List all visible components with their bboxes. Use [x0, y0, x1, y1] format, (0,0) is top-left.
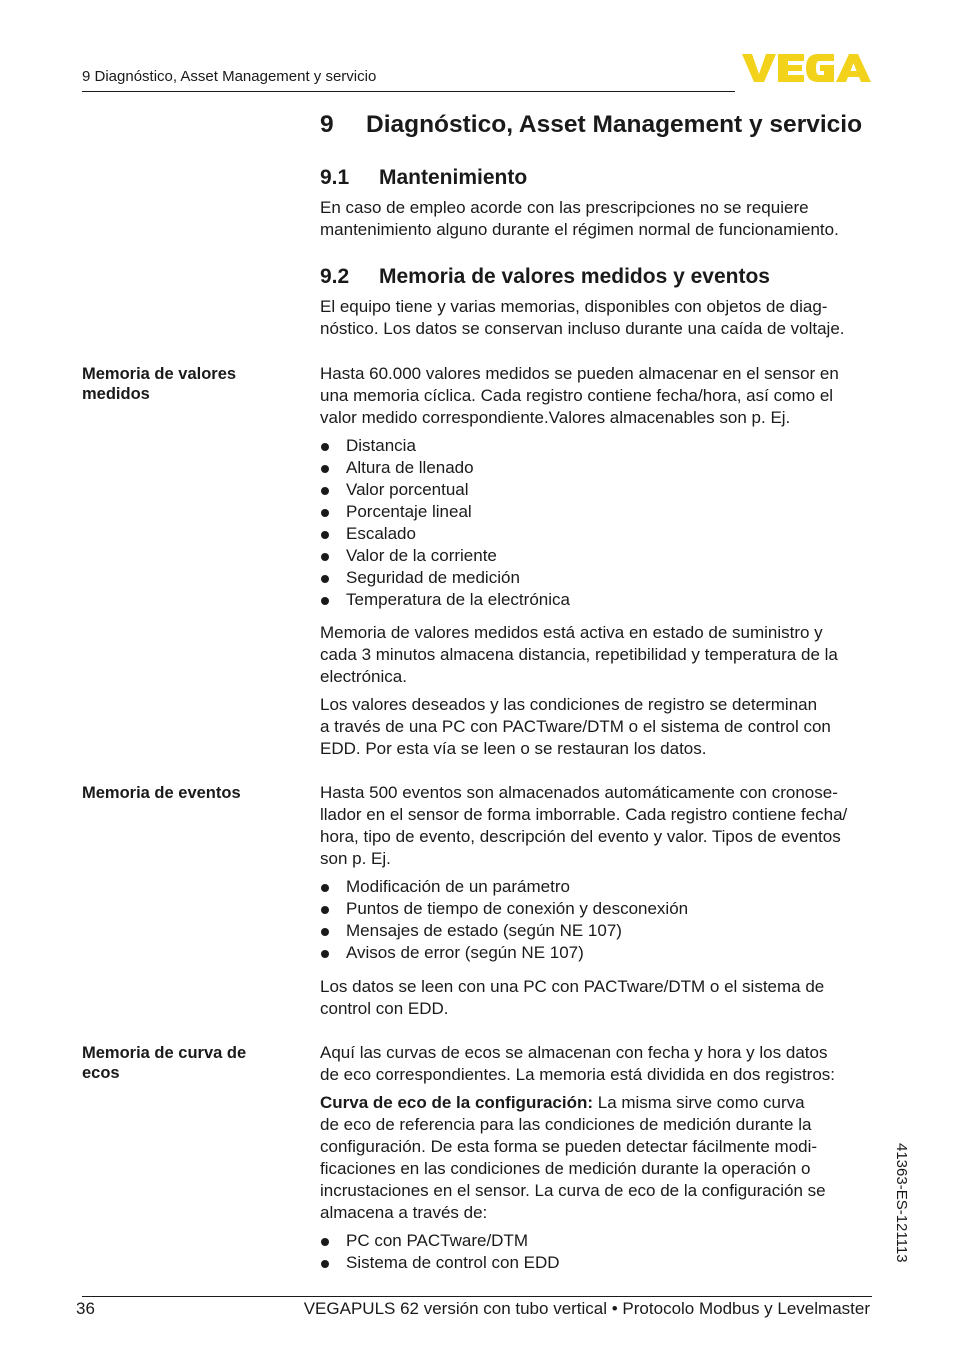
list-item: Temperatura de la electrónica [320, 589, 570, 611]
text-line: de eco de referencia para las condiciones de medición durante la [320, 1115, 812, 1134]
list-item: Altura de llenado [320, 457, 570, 479]
footer-rule [82, 1296, 872, 1297]
section-title: Mantenimiento [379, 166, 528, 189]
list-item: Avisos de error (según NE 107) [320, 942, 688, 964]
list-item: PC con PACTware/DTM [320, 1230, 560, 1252]
text-line: El equipo tiene y varias memorias, disponibles con objetos de diag- [320, 297, 828, 316]
header-rule [82, 91, 735, 92]
label-line: Memoria de eventos [82, 784, 241, 802]
text-line: Hasta 500 eventos son almacenados automáticamente con cronose- [320, 783, 838, 802]
document-code: 41363-ES-121113 [893, 1143, 910, 1263]
text-line: son p. Ej. [320, 849, 391, 868]
text-line: Los valores deseados y las condiciones de registro se determinan [320, 695, 818, 714]
vega-logo [742, 52, 872, 89]
section-number: 9.2 [320, 265, 350, 288]
maintenance-paragraph [320, 197, 880, 241]
text-line: mantenimiento alguno durante el régimen normal de funcionamiento. [320, 220, 839, 239]
text-line: electrónica. [320, 667, 407, 686]
chapter-title: Diagnóstico, Asset Management y servicio [366, 111, 863, 138]
measured-values-list [320, 435, 570, 611]
text-line: incrustaciones en el sensor. La curva de eco de la configuración se [320, 1181, 826, 1200]
text-line: EDD. Por esta vía se leen o se restauran los datos. [320, 739, 707, 758]
text-line: valor medido correspondiente.Valores almacenables son p. Ej. [320, 408, 791, 427]
text-line: configuración. De esta forma se pueden detectar fácilmente modi- [320, 1137, 818, 1156]
list-item: Porcentaje lineal [320, 501, 570, 523]
section-heading-9-1 [320, 166, 527, 190]
margin-label-echo-curve [82, 1044, 282, 1083]
list-item: Distancia [320, 435, 570, 457]
memory-intro-paragraph [320, 296, 880, 340]
margin-label-events [82, 784, 282, 804]
chapter-heading [320, 111, 862, 139]
list-item: Seguridad de medición [320, 567, 570, 589]
text-line: a través de una PC con PACTware/DTM o el sistema de control con [320, 717, 831, 736]
echo-list [320, 1230, 560, 1274]
section-number: 9.1 [320, 166, 350, 189]
events-intro [320, 782, 880, 870]
text-line: cada 3 minutos almacena distancia, repetibilidad y temperatura de la [320, 645, 838, 664]
text-line: Memoria de valores medidos está activa en estado de suministro y [320, 623, 823, 642]
list-item: Modificación de un parámetro [320, 876, 688, 898]
config-term: Curva de eco de la configuración: [320, 1093, 594, 1112]
margin-label-measured-values [82, 365, 282, 404]
list-item: Puntos de tiempo de conexión y desconexión [320, 898, 688, 920]
echo-config-paragraph [320, 1092, 880, 1224]
section-heading-9-2 [320, 265, 770, 289]
text-line: una memoria cíclica. Cada registro contiene fecha/hora, así como el [320, 386, 834, 405]
text-line: Aquí las curvas de ecos se almacenan con fecha y hora y los datos [320, 1043, 828, 1062]
config-first-line-rest: La misma sirve como curva [593, 1093, 805, 1112]
measured-values-intro [320, 363, 880, 429]
label-line: Memoria de valores [82, 365, 237, 383]
text-line: almacena a través de: [320, 1203, 488, 1222]
text-line [320, 1092, 880, 1114]
vega-logo-mark [742, 52, 872, 84]
events-list [320, 876, 688, 964]
measured-values-default-paragraph [320, 622, 880, 688]
label-line: medidos [82, 384, 150, 403]
text-line: llador en el sensor de forma imborrable. Cada registro contiene fecha/ [320, 805, 848, 824]
section-title: Memoria de valores medidos y eventos [379, 265, 770, 288]
text-line: nóstico. Los datos se conservan incluso durante una caída de voltaje. [320, 319, 845, 338]
text-line: En caso de empleo acorde con las prescripciones no se requiere [320, 198, 809, 217]
list-item: Sistema de control con EDD [320, 1252, 560, 1274]
text-line: Hasta 60.000 valores medidos se pueden almacenar en el sensor en [320, 364, 839, 383]
text-line: control con EDD. [320, 999, 449, 1018]
footer-title: VEGAPULS 62 versión con tubo vertical • Protocolo Modbus y Levelmaster [303, 1299, 870, 1318]
running-header: 9 Diagnóstico, Asset Management y servicio [82, 68, 377, 85]
label-line: ecos [82, 1063, 120, 1082]
list-item: Escalado [320, 523, 570, 545]
text-line: de eco correspondientes. La memoria está dividida en dos registros: [320, 1065, 836, 1084]
label-line: Memoria de curva de [82, 1044, 247, 1062]
list-item: Mensajes de estado (según NE 107) [320, 920, 688, 942]
text-line: Los datos se leen con una PC con PACTware/DTM o el sistema de [320, 977, 825, 996]
chapter-number: 9 [320, 111, 334, 138]
echo-intro [320, 1042, 880, 1086]
list-item: Valor porcentual [320, 479, 570, 501]
list-item: Valor de la corriente [320, 545, 570, 567]
measured-values-config-paragraph [320, 694, 880, 760]
page-number: 36 [76, 1299, 95, 1318]
events-read-paragraph [320, 976, 880, 1020]
text-line: ficaciones en las condiciones de medición durante la operación o [320, 1159, 811, 1178]
text-line: hora, tipo de evento, descripción del evento y valor. Tipos de eventos [320, 827, 841, 846]
